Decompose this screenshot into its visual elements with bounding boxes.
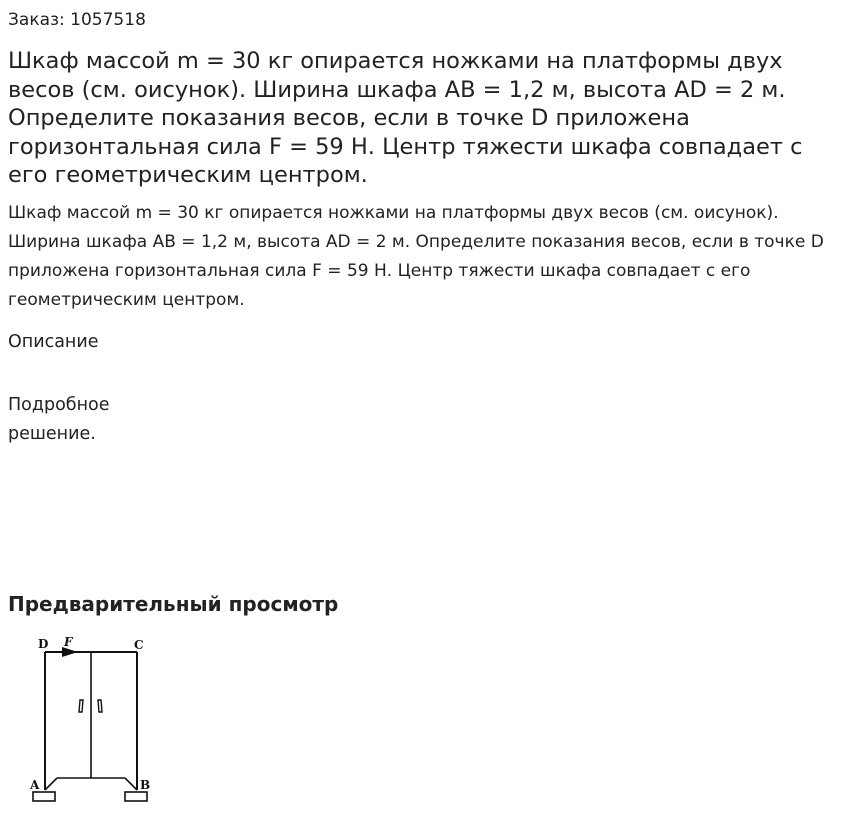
description-label: Описание — [8, 332, 99, 352]
label-b: B — [140, 778, 151, 792]
task-title: Шкаф массой m = 30 кг опирается ножками на платформы двух весов (см. оисунок). Ширина шкафа AB = 1,2 м, высота AD = 2 м. Определите показания весов, если в точке D приложена горизонтальная сила F = 59 Н. Центр тяжести шкафа совпадает с его геометрическим центром. — [8, 48, 803, 188]
leg-a — [45, 778, 57, 790]
scale-platform-b — [125, 792, 147, 801]
label-d: D — [38, 637, 49, 651]
detail-text: Подробное решение. — [8, 395, 110, 444]
preview-figure — [20, 630, 160, 810]
order-number: Заказ: 1057518 — [8, 10, 146, 30]
label-f: F — [64, 635, 73, 649]
label-c: C — [134, 638, 144, 652]
door-handle-left — [79, 700, 83, 712]
cabinet-diagram — [20, 630, 160, 810]
label-a: A — [30, 778, 40, 792]
leg-b — [125, 778, 137, 790]
door-handle-right — [98, 700, 102, 712]
task-description: Шкаф массой m = 30 кг опирается ножками на платформы двух весов (см. оисунок). Ширина шкафа AB = 1,2 м, высота AD = 2 м. Определите показания весов, если в точке D приложена горизонтальная сила F = 59 Н. Центр тяжести шкафа совпадает с его геометрическим центром. — [8, 203, 824, 310]
preview-heading: Предварительный просмотр — [8, 592, 339, 616]
scale-platform-a — [33, 792, 55, 801]
